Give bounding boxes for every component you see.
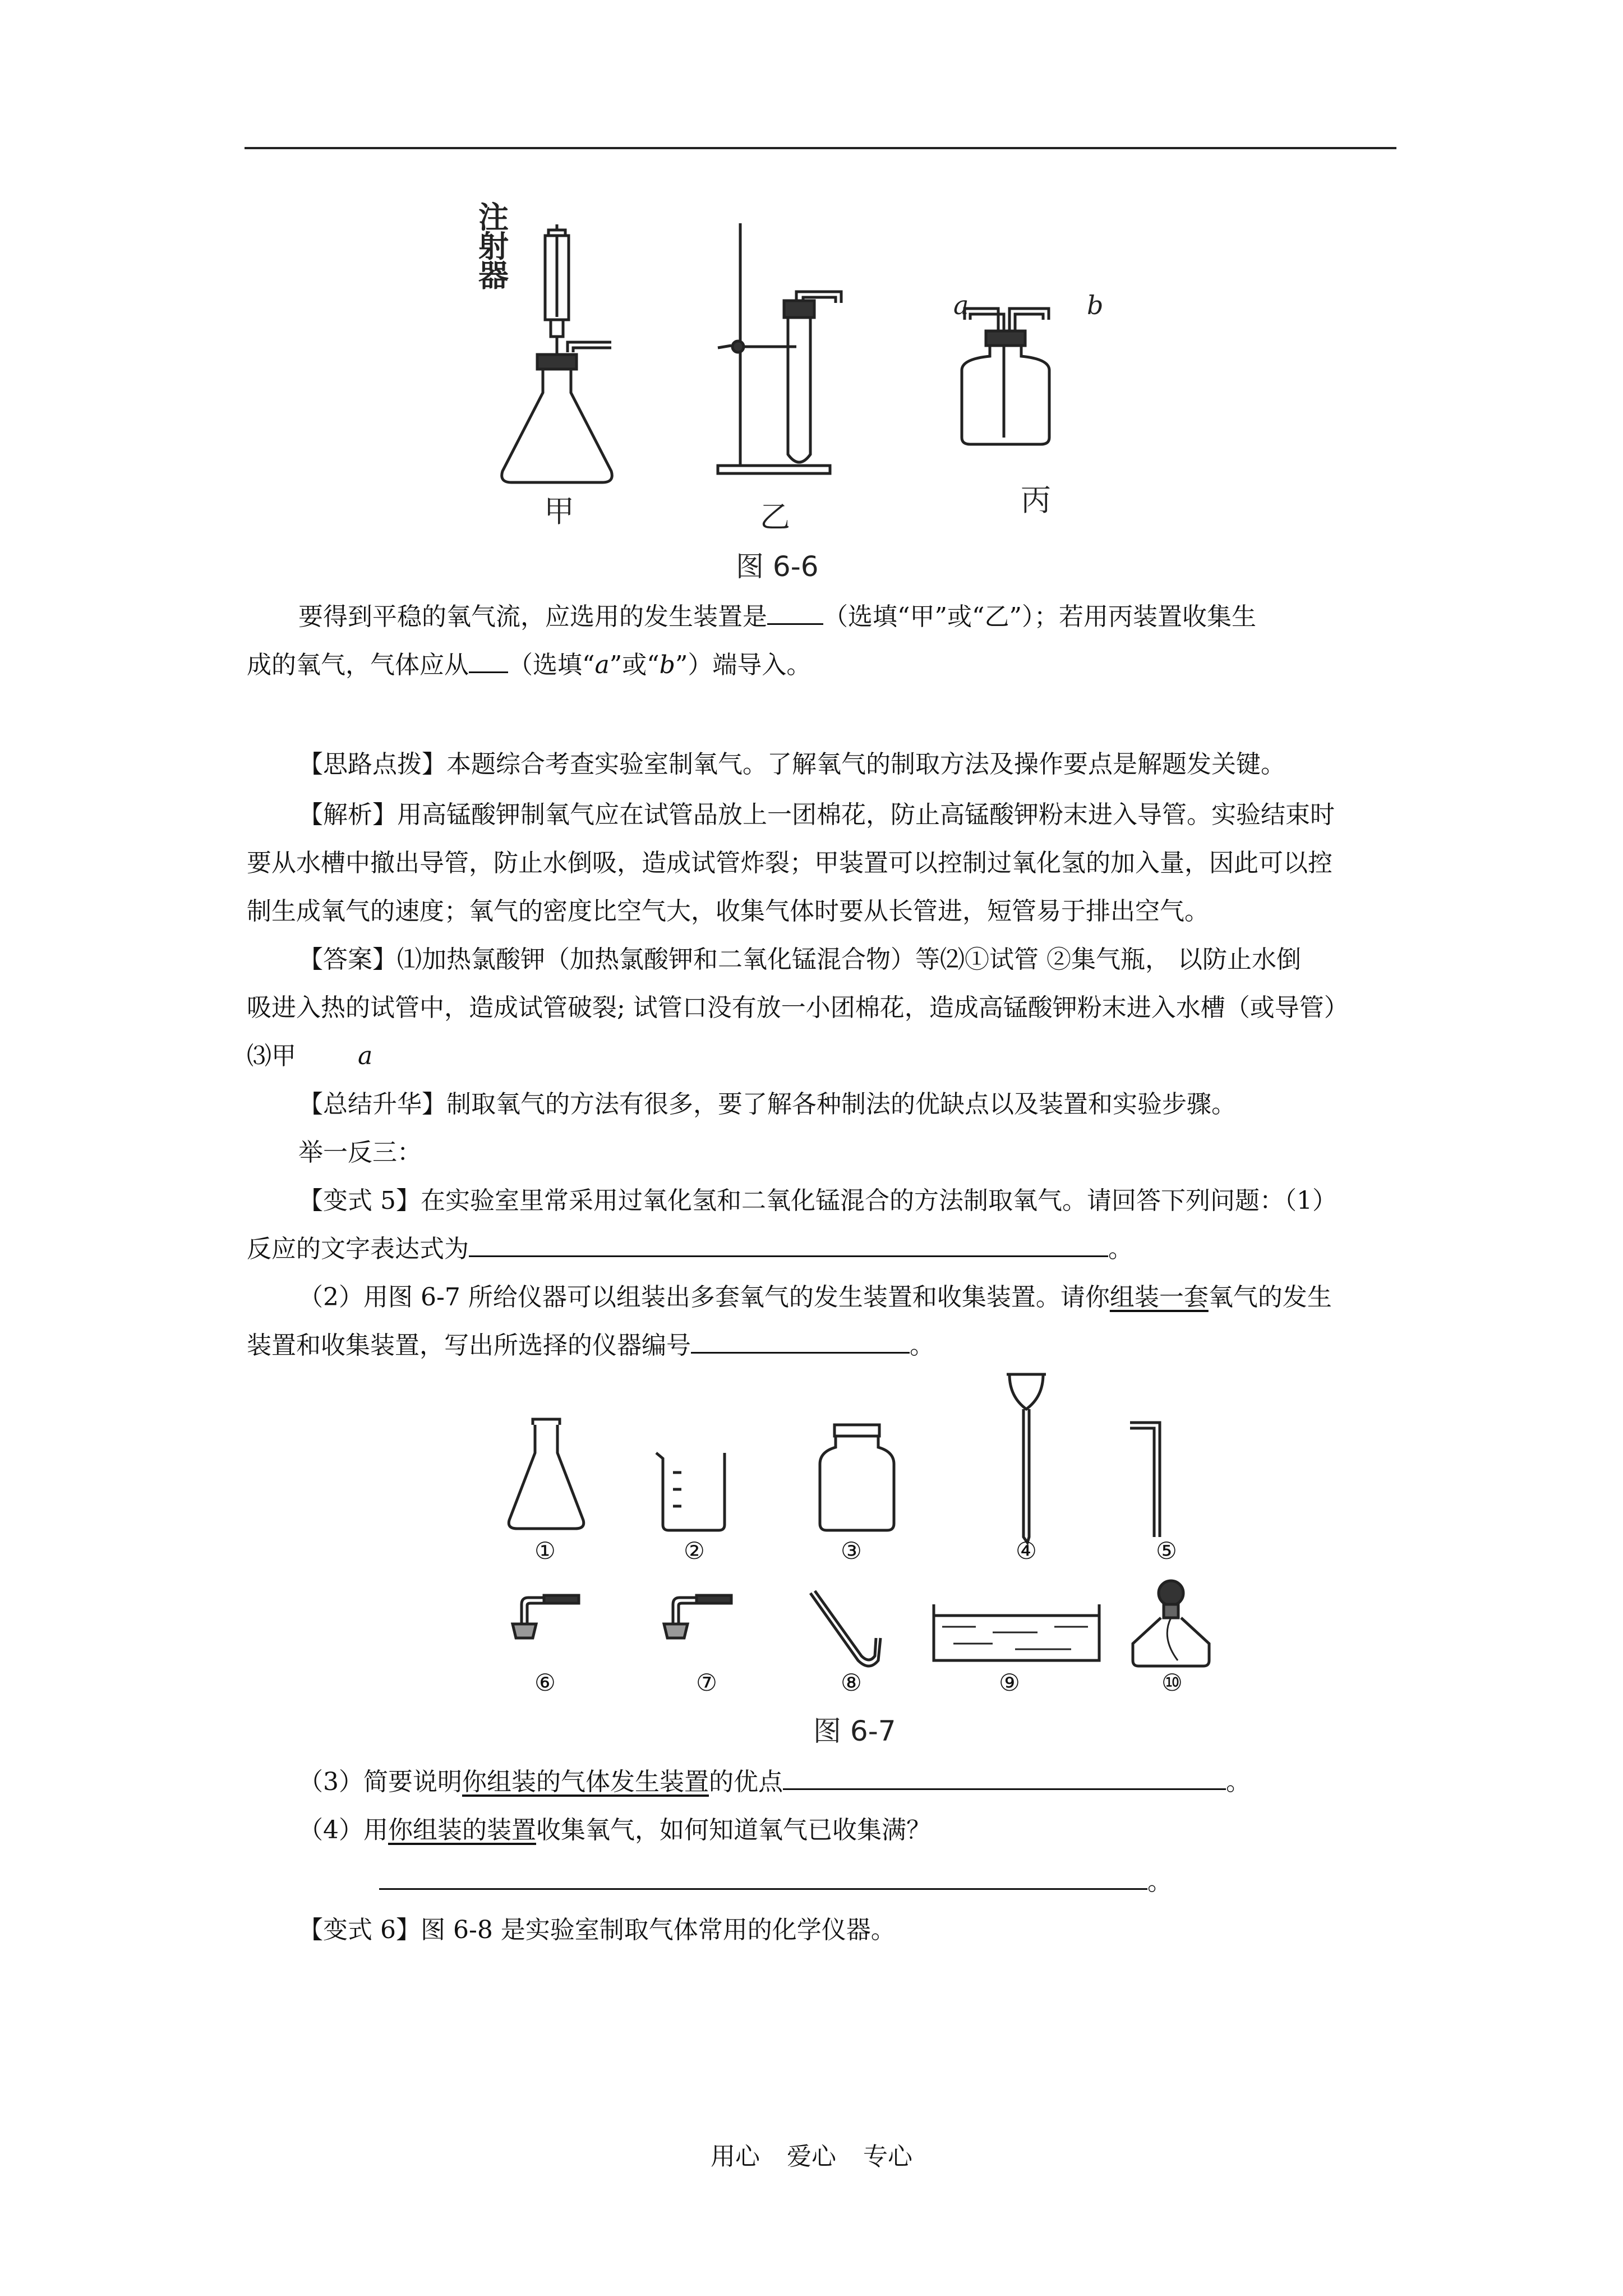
variant5-q4-answer-line [379,1858,1534,1906]
v5q2-2a: 装置和收集装置，写出所选择的仪器编号 [247,1331,691,1360]
answer-3b: a [358,1042,373,1070]
v5q2-a: （2）用图 6-7 所给仪器可以组装出多套氧气的发生装置和收集装置。请你 [298,1283,1110,1312]
footer-word-2: 爱心 [787,2142,836,2171]
answer-blank-instruments[interactable] [691,1325,910,1354]
q-text-1b: （选填“甲”或“乙”）；若用丙装置收集生 [823,602,1256,631]
analysis-line-2: 要从水槽中撤出导管，防止水倒吸，造成试管炸裂；甲装置可以控制过氧化氢的加入量，因此可以控 [247,849,1332,877]
q-text-2d: ”或“ [609,651,660,679]
v5q2-u: 组装一套 [1109,1283,1209,1312]
analysis-line-1: 【解析】用高锰酸钾制氧气应在试管品放上一团棉花，防止高锰酸钾粉末进入导管。实验结束时 [298,800,1335,829]
footer-word-1: 用心 [711,2142,760,2171]
instrument-2-beaker [656,1453,725,1530]
answer-blank-1[interactable] [767,596,823,625]
q-text-1a: 要得到平稳的氧气流，应选用的发生装置是 [298,602,767,631]
question-line-1 [247,593,1454,641]
q-text-2e: b [659,651,675,679]
instrument-5-bent-tube [1130,1423,1160,1537]
instrument-10-alcohol-lamp [1133,1581,1209,1666]
variant5-q4 [247,1806,1454,1855]
question-line-2 [247,641,1402,689]
variant5-q3 [247,1758,1454,1806]
q-text-2c: a [594,651,610,679]
answer-line-3 [247,1032,1402,1080]
answer-blank-expression[interactable] [469,1228,1108,1257]
instrument-9-water-trough [934,1604,1099,1660]
v5q4-u: 你组装的装置 [388,1816,536,1844]
answer-blank-advantage[interactable] [783,1761,1226,1790]
instrument-1-conical-flask [509,1419,583,1529]
figure-6-7-caption: 图 6-7 [813,1715,896,1747]
instrument-number-4: ④ [1016,1537,1037,1565]
q-text-2f: ”）端导入。 [675,651,811,679]
v5q3-end: 。 [1226,1768,1251,1796]
instrument-number-9: ⑨ [999,1669,1020,1696]
answer-blank-full-check[interactable] [379,1861,1147,1890]
instrument-6-stopper-tube [513,1595,579,1638]
instrument-number-6: ⑥ [534,1669,556,1696]
instrument-8-j-tube [810,1591,880,1666]
v5q2-2end: 。 [910,1331,934,1360]
syringe-label: 注射器 [478,200,509,293]
v5q4-end: 。 [1147,1867,1172,1896]
practice-heading: 举一反三： [298,1138,422,1167]
footer-word-3: 专心 [863,2142,912,2171]
v5q4-a: （4）用 [298,1816,388,1844]
instrument-7-stopper-tube [664,1595,731,1638]
port-a-label: a [953,290,969,320]
page-footer [0,2136,1623,2172]
variant5-line-1: 【变式 5】在实验室里常采用过氧化氢和二氧化锰混合的方法制取氧气。请回答下列问题：（1） [298,1186,1337,1215]
v5-2a: 反应的文字表达式为 [247,1235,469,1263]
instrument-number-7: ⑦ [696,1669,717,1696]
v5-2end: 。 [1108,1235,1133,1263]
figure-6-6-caption: 图 6-6 [736,550,819,583]
v5q3-u: 你组装的气体发生装置 [462,1768,709,1796]
q-text-2a: 成的氧气，气体应从 [247,651,469,679]
label-jia: 甲 [544,494,574,529]
v5q2-b: 氧气的发生 [1208,1283,1332,1312]
apparatus-jia [502,224,612,482]
instrument-3-gas-jar [820,1425,894,1530]
answer-blank-2[interactable] [469,645,508,673]
variant6-paragraph: 【变式 6】图 6-8 是实验室制取气体常用的化学仪器。 [298,1916,896,1944]
apparatus-bing [962,309,1049,444]
instrument-number-8: ⑧ [841,1669,862,1696]
instrument-number-10: ⑩ [1161,1669,1183,1696]
variant5-q2-line-2 [247,1322,1402,1370]
hint-paragraph: 【思路点拨】本题综合考查实验室制氧气。了解氧气的制取方法及操作要点是解题发关键。 [298,750,1285,779]
variant5-line-2 [247,1225,1402,1273]
instrument-number-3: ③ [841,1537,862,1565]
answer-line-1: 【答案】⑴加热氯酸钾（加热氯酸钾和二氧化锰混合物）等⑵①试管 ②集气瓶， 以防止水倒 [298,945,1301,974]
instrument-number-1: ① [534,1537,556,1565]
v5q3-b: 的优点 [709,1768,783,1796]
instrument-4-long-funnel [1007,1374,1046,1543]
label-yi: 乙 [760,499,790,535]
v5q3-a: （3）简要说明 [298,1768,462,1796]
q-text-2b: （选填“ [508,651,595,679]
variant5-q2-line-1 [247,1273,1454,1322]
analysis-line-3: 制生成氧气的速度；氧气的密度比空气大，收集气体时要从长管进，短管易于排出空气。 [247,897,1209,926]
v5q4-b: 收集氧气，如何知道氧气已收集满？ [536,1816,931,1844]
instrument-number-2: ② [684,1537,705,1565]
port-b-label: b [1087,290,1104,320]
answer-line-2: 吸进入热的试管中，造成试管破裂; 试管口没有放一小团棉花，造成高锰酸钾粉末进入水槽（或导管） [247,993,1349,1022]
instrument-number-5: ⑤ [1156,1537,1177,1565]
answer-3a: ⑶甲 [247,1042,296,1070]
apparatus-yi [718,223,841,473]
header-rule [245,147,1396,149]
summary-paragraph: 【总结升华】制取氧气的方法有很多，要了解各种制法的优缺点以及装置和实验步骤。 [298,1090,1236,1119]
label-bing: 丙 [1021,482,1051,518]
